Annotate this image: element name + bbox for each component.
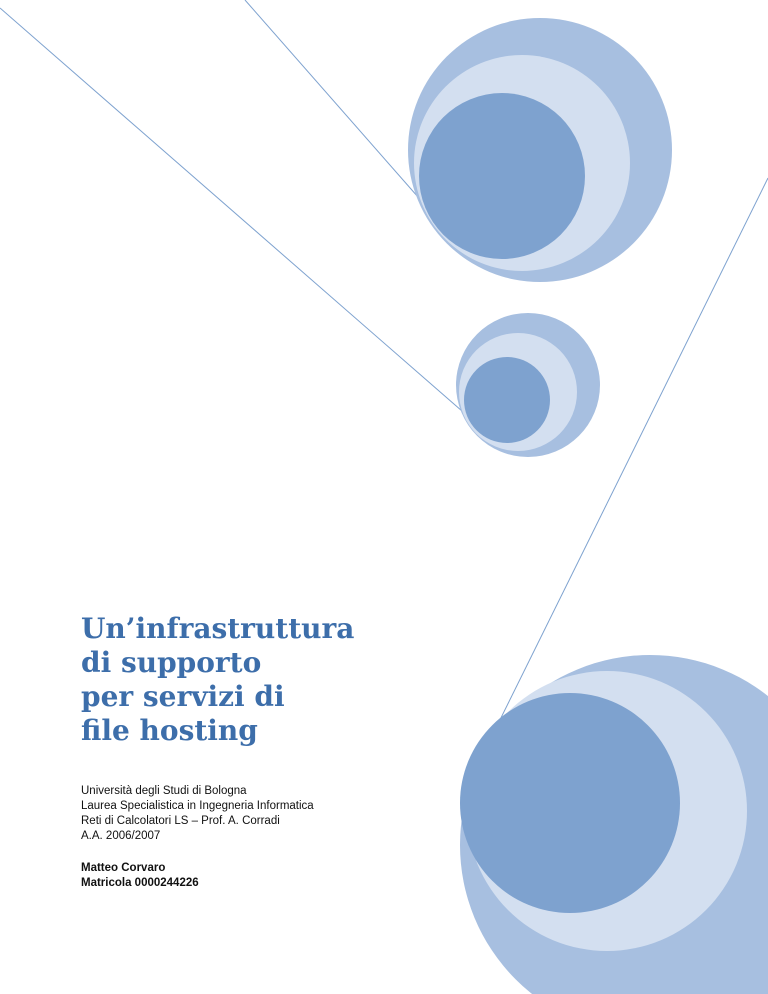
title-line: per servizi di: [81, 680, 285, 713]
author-block: [81, 861, 381, 891]
academic-year: A.A. 2006/2007: [81, 830, 161, 842]
diagonal-line-top: [245, 0, 440, 222]
university-name: Università degli Studi di Bologna: [81, 785, 247, 797]
title-line: Un’infrastruttura: [81, 612, 355, 645]
bottom-circle-inner: [460, 693, 680, 913]
author-name: Matteo Corvaro: [81, 862, 166, 874]
diagonal-line-left: [0, 8, 470, 418]
title-line: di supporto: [81, 646, 262, 679]
degree-name: Laurea Specialistica in Ingegneria Informatica: [81, 800, 314, 812]
document-title: [81, 612, 401, 748]
course-name: Reti di Calcolatori LS – Prof. A. Corradi: [81, 815, 280, 827]
document-info: [81, 784, 421, 844]
large-circle-inner: [419, 93, 585, 259]
author-id: Matricola 0000244226: [81, 877, 199, 889]
small-circle-inner: [464, 357, 550, 443]
title-line: file hosting: [81, 714, 258, 747]
